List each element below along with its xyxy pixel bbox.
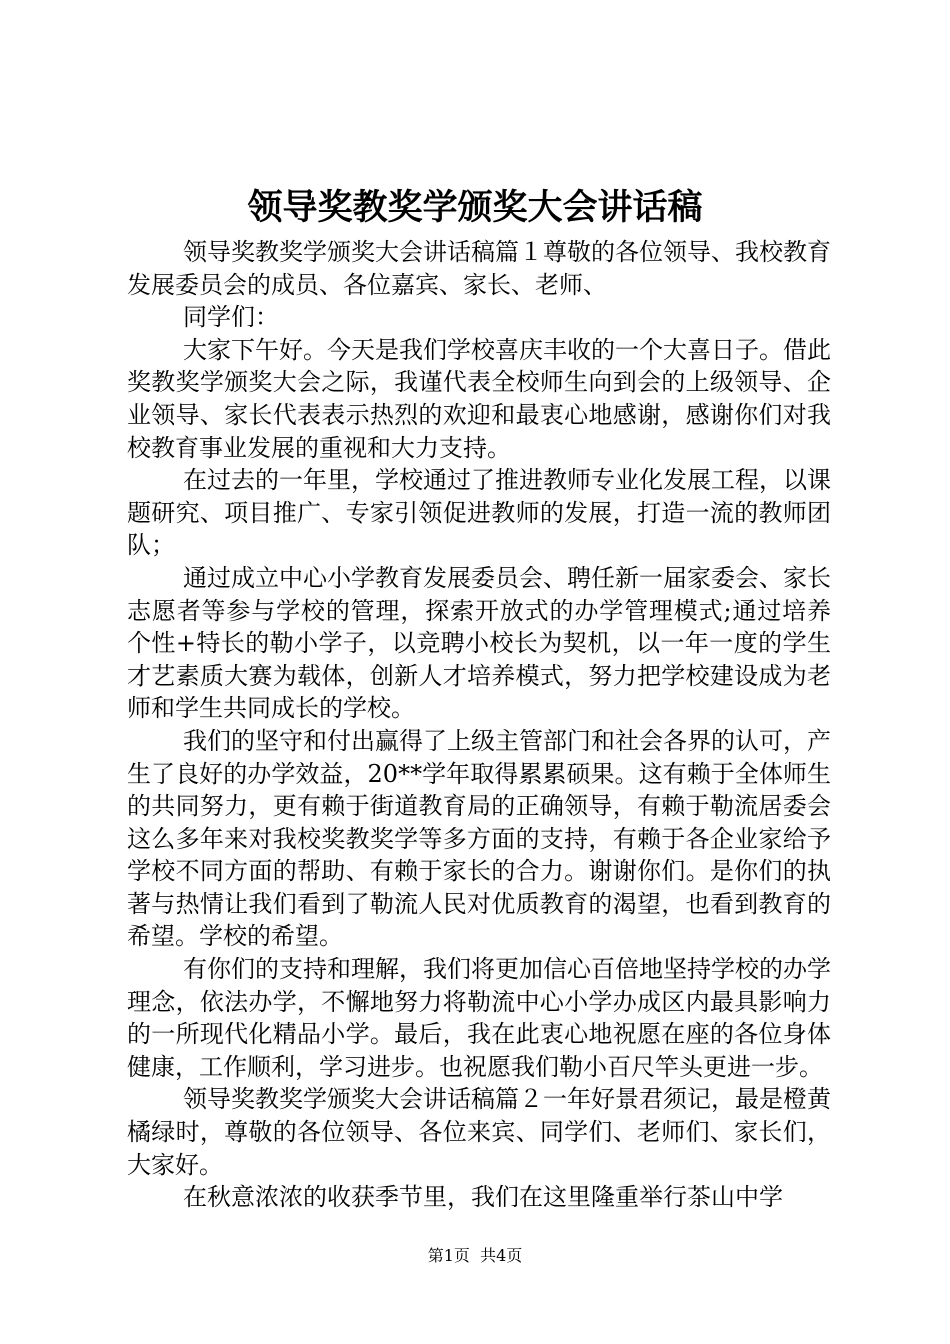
paragraph: 有你们的支持和理解，我们将更加信心百倍地坚持学校的办学理念，依法办学，不懈地努力将勒流中心小学办成区内最具影响力的一所现代化精品小学。最后，我在此衷心地祝愿在座的各位身体健康，工作顺利，学习进步。也祝愿我们勒小百尺竿头更进一步。 [127, 955, 831, 1081]
paragraph: 在过去的一年里，学校通过了推进教师专业化发展工程，以课题研究、项目推广、专家引领促进教师的发展，打造一流的教师团队； [127, 466, 831, 560]
page-number-footer: 第1页 共4页 [427, 1246, 523, 1265]
paragraph: 领导奖教奖学颁奖大会讲话稿篇１尊敬的各位领导、我校教育发展委员会的成员、各位嘉宾、家长、老师、 [127, 238, 831, 299]
paragraph: 领导奖教奖学颁奖大会讲话稿篇２一年好景君须记，最是橙黄橘绿时，尊敬的各位领导、各位来宾、同学们、老师们、家长们，大家好。 [127, 1085, 831, 1179]
paragraph: 在秋意浓浓的收获季节里，我们在这里隆重举行茶山中学 [183, 1183, 783, 1212]
paragraph: 同学们： [183, 303, 279, 332]
document-title: 领导奖教奖学颁奖大会讲话稿 [247, 187, 703, 228]
paragraph: 大家下午好。今天是我们学校喜庆丰收的一个大喜日子。借此奖教奖学颁奖大会之际，我谨代表全校师生向到会的上级领导、企业领导、家长代表表示热烈的欢迎和最衷心地感谢，感谢你们对我校教育事业发展的重视和大力支持。 [127, 335, 831, 462]
document-body [127, 236, 831, 1214]
paragraph: 我们的坚守和付出赢得了上级主管部门和社会各界的认可，产生了良好的办学效益，20**学年取得累累硕果。这有赖于全体师生的共同努力，更有赖于街道教育局的正确领导，有赖于勒流居委会这么多年来对我校奖教奖学等多方面的支持，有赖于各企业家给予学校不同方面的帮助、有赖于家长的合力。谢谢你们。是你们的执著与热情让我们看到了勒流人民对优质教育的渴望，也看到教育的希望。学校的希望。 [127, 726, 831, 951]
paragraph: 通过成立中心小学教育发展委员会、聘任新一届家委会、家长志愿者等参与学校的管理，探索开放式的办学管理模式;通过培养个性+特长的勒小学子，以竞聘小校长为契机，以一年一度的学生才艺素质大赛为载体，创新人才培养模式，努力把学校建设成为老师和学生共同成长的学校。 [127, 563, 831, 723]
